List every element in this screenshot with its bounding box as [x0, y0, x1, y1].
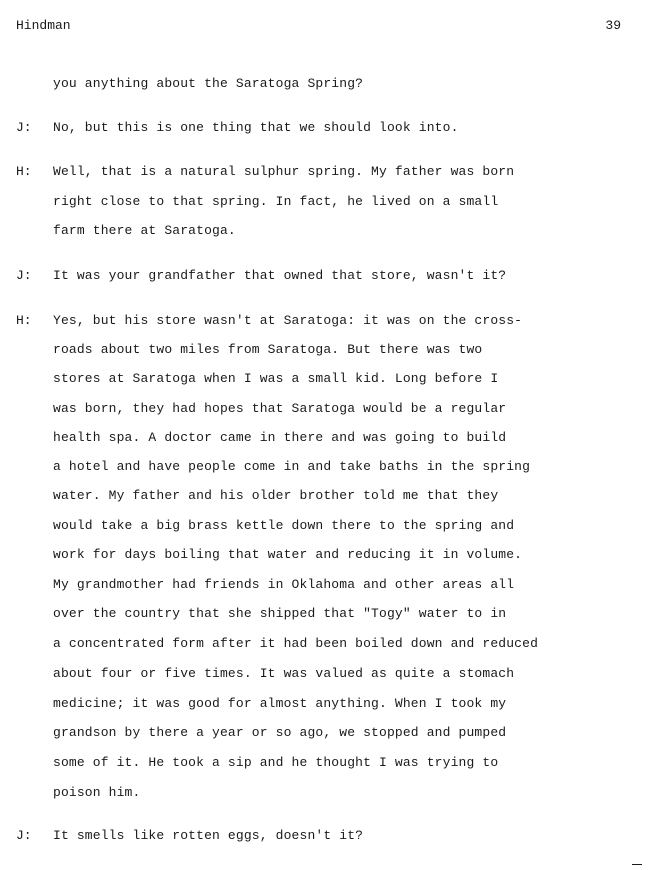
speaker-label: J:	[16, 120, 32, 135]
transcript-line: It was your grandfather that owned that store, wasn't it?	[53, 268, 507, 283]
transcript-line: right close to that spring. In fact, he lived on a small	[53, 194, 499, 209]
transcript-line: some of it. He took a sip and he thought I was trying to	[53, 755, 499, 770]
transcript-line: stores at Saratoga when I was a small kid. Long before I	[53, 371, 499, 386]
speaker-label: H:	[16, 164, 32, 179]
transcript-line: roads about two miles from Saratoga. But there was two	[53, 342, 483, 357]
transcript-line: a hotel and have people come in and take baths in the spring	[53, 459, 531, 474]
transcript-line: Yes, but his store wasn't at Saratoga: it was on the cross-	[53, 313, 523, 328]
transcript-line: would take a big brass kettle down there to the spring and	[53, 518, 515, 533]
transcript-line: over the country that she shipped that "Togy" water to in	[53, 606, 507, 621]
transcript-line: farm there at Saratoga.	[53, 223, 236, 238]
transcript-line: Well, that is a natural sulphur spring. My father was born	[53, 164, 515, 179]
transcript-line: work for days boiling that water and reducing it in volume.	[53, 547, 523, 562]
transcript-line: grandson by there a year or so ago, we stopped and pumped	[53, 725, 507, 740]
speaker-label: H:	[16, 313, 32, 328]
speaker-label: J:	[16, 268, 32, 283]
transcript-line: water. My father and his older brother told me that they	[53, 488, 499, 503]
transcript-line: health spa. A doctor came in there and was going to build	[53, 430, 507, 445]
page-number: 39	[605, 18, 621, 33]
transcript-line: was born, they had hopes that Saratoga would be a regular	[53, 401, 507, 416]
page-corner-mark	[632, 864, 642, 865]
transcript-line: My grandmother had friends in Oklahoma and other areas all	[53, 577, 515, 592]
speaker-label: J:	[16, 828, 32, 843]
transcript-line: No, but this is one thing that we should look into.	[53, 120, 459, 135]
transcript-line: medicine; it was good for almost anything. When I took my	[53, 696, 507, 711]
transcript-line: It smells like rotten eggs, doesn't it?	[53, 828, 364, 843]
transcript-line: you anything about the Saratoga Spring?	[53, 76, 364, 91]
running-head: Hindman	[16, 18, 71, 33]
transcript-line: a concentrated form after it had been boiled down and reduced	[53, 636, 539, 651]
transcript-line: poison him.	[53, 785, 141, 800]
transcript-line: about four or five times. It was valued as quite a stomach	[53, 666, 515, 681]
